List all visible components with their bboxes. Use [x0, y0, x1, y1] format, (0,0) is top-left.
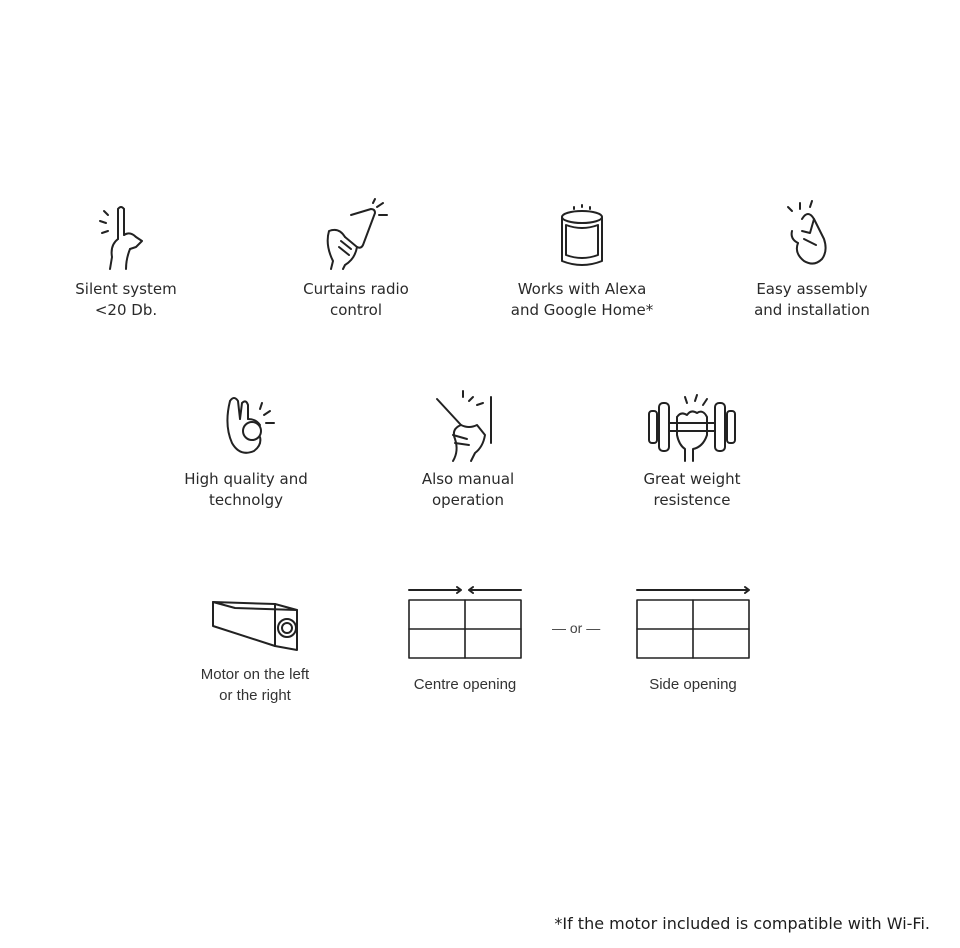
feature-weight-resistance: [582, 395, 802, 511]
centre-opening-icon: [407, 586, 523, 660]
dumbbell-hand-icon: [647, 395, 737, 461]
feature-radio-control: [246, 205, 466, 321]
motor-icon: [205, 598, 305, 660]
motor-label: Motor on the left or the right: [200, 666, 310, 704]
feature-label: Also manual operation: [421, 470, 515, 509]
smart-speaker-icon: [552, 205, 612, 271]
wifi-footnote: *If the motor included is compatible with Wi-Fi.: [554, 914, 930, 933]
finger-snap-icon: [782, 205, 842, 271]
feature-label: High quality and technolgy: [184, 470, 308, 509]
feature-manual-operation: [358, 395, 578, 511]
ok-hand-icon: [216, 395, 276, 461]
centre-opening-label: Centre opening: [413, 676, 517, 693]
side-opening-icon: [635, 586, 751, 660]
side-opening-option: [626, 586, 760, 695]
feature-label: Works with Alexa and Google Home*: [510, 280, 654, 319]
feature-label: Silent system <20 Db.: [75, 280, 177, 319]
feature-easy-assembly: [702, 205, 922, 321]
feature-high-quality: [136, 395, 356, 511]
hand-remote-icon: [321, 205, 391, 271]
feature-label: Curtains radio control: [303, 280, 409, 319]
hand-pull-icon: [433, 395, 503, 461]
feature-alexa-google: [472, 205, 692, 321]
centre-opening-option: [398, 586, 532, 695]
motor-option: [170, 598, 340, 706]
or-separator: — or —: [552, 620, 601, 636]
finger-on-lips-icon: [96, 205, 156, 271]
feature-label: Easy assembly and installation: [754, 280, 870, 319]
feature-silent-system: [16, 205, 236, 321]
side-opening-label: Side opening: [649, 676, 737, 693]
feature-label: Great weight resistence: [643, 470, 741, 509]
